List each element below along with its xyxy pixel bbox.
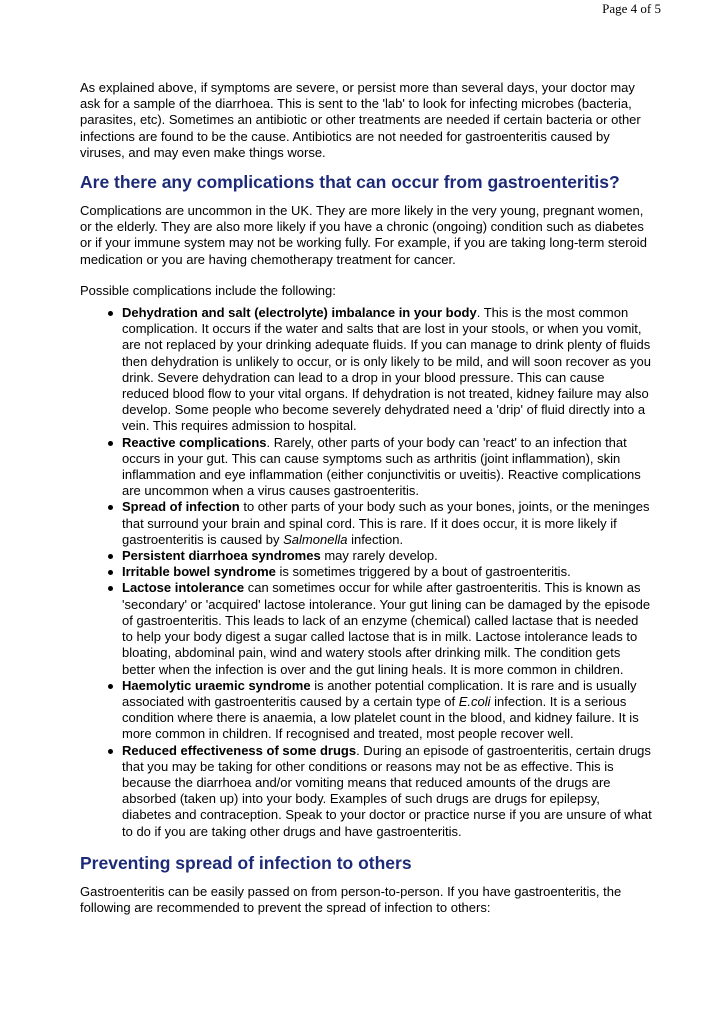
- complications-heading: Are there any complications that can occur from gastroenteritis?: [80, 172, 620, 193]
- page-number: Page 4 of 5: [602, 1, 661, 16]
- item-title: Persistent diarrhoea syndromes: [122, 548, 321, 564]
- list-item: Irritable bowel syndrome is sometimes triggered by a bout of gastroenteritis.: [122, 564, 652, 580]
- list-item: Haemolytic uraemic syndrome is another potential complication. It is rare and is usually associated with gastroenteritis caused by a certain type of E.coli infection. It is a serious condition where there is anaemia, a low platelet count in the blood, and kidney failure. It is more common in children. If recognised and treated, most people recover well.: [122, 678, 652, 743]
- item-title: Reduced effectiveness of some drugs: [122, 742, 357, 758]
- item-title: Reactive complications: [122, 434, 267, 450]
- item-title: Dehydration and salt (electrolyte) imbalance in your body: [122, 305, 477, 321]
- item-title: Irritable bowel syndrome: [122, 564, 276, 580]
- complications-list: [80, 305, 652, 840]
- item-title: Spread of infection: [122, 499, 240, 515]
- list-item: Spread of infection to other parts of your body such as your bones, joints, or the meninges that surround your brain and spinal cord. This is rare. If it does occur, it is more likely if gastroenteritis is caused by Salmonella infection.: [122, 499, 652, 548]
- list-item: Persistent diarrhoea syndromes may rarely develop.: [122, 548, 652, 564]
- list-item: Reduced effectiveness of some drugs. During an episode of gastroenteritis, certain drugs that you may be taking for other conditions or reasons may not be as effective. This is because the diarrhoea and/or vomiting means that reduced amounts of the drugs are absorbed (taken up) into your body. Examples of such drugs are drugs for epilepsy, diabetes and contraception. Speak to your doctor or practice nurse if you are unsure of what to do if you are taking other drugs and have gastroenteritis.: [122, 742, 652, 839]
- list-item: Dehydration and salt (electrolyte) imbalance in your body. This is the most common complication. It occurs if the water and salts that are lost in your stools, or when you vomit, are not replaced by your drinking adequate fluids. If you can manage to drink plenty of fluids then dehydration is unlikely to occur, or is only likely to be mild, and will soon recover as you drink. Severe dehydration can lead to a drop in your blood pressure. This can cause reduced blood flow to your vital organs. If dehydration is not treated, kidney failure may also develop. Some people who become severely dehydrated need a 'drip' of fluid directly into a vein. This requires admission to hospital.: [122, 305, 651, 434]
- complications-paragraph: Complications are uncommon in the UK. They are more likely in the very young, pregnant women, or the elderly. They are also more likely if you have a chronic (ongoing) condition such as diabetes or if your immune system may not be working fully. For example, if you are taking long-term steroid medication or you are having chemotherapy treatment for cancer.: [80, 203, 647, 267]
- intro-paragraph: As explained above, if symptoms are severe, or persist more than several days, your doctor may ask for a sample of the diarrhoea. This is sent to the 'lab' to look for infecting microbes (bacteria, parasites, etc). Sometimes an antibiotic or other treatments are needed if certain bacteria or other infections are found to be the cause. Antibiotics are not needed for gastroenteritis caused by viruses, and may even make things worse.: [80, 80, 641, 160]
- list-item: Reactive complications. Rarely, other parts of your body can 'react' to an infection that occurs in your gut. This can cause symptoms such as arthritis (joint inflammation), skin inflammation and eye inflammation (either conjunctivitis or uveitis). Reactive complications are uncommon when a virus causes gastroenteritis.: [122, 435, 652, 500]
- article-body: [80, 80, 652, 916]
- item-title: Lactose intolerance: [122, 580, 245, 596]
- prevention-paragraph: Gastroenteritis can be easily passed on from person-to-person. If you have gastroenteritis, the following are recommended to prevent the spread of infection to others:: [80, 883, 622, 915]
- item-title: Haemolytic uraemic syndrome: [122, 677, 311, 693]
- complications-intro: Possible complications include the following:: [80, 282, 336, 298]
- list-item: Lactose intolerance can sometimes occur for while after gastroenteritis. This is known as 'secondary' or 'acquired' lactose intolerance. Your gut lining can be damaged by the episode of gastroenteritis. This leads to lack of an enzyme (chemical) called lactase that is needed to help your body digest a sugar called lactose that is in milk. Lactose intolerance leads to bloating, abdominal pain, wind and watery stools after drinking milk. The condition gets better when the infection is over and the gut lining heals. It is more common in children.: [122, 580, 651, 677]
- prevention-heading: Preventing spread of infection to others: [80, 852, 412, 873]
